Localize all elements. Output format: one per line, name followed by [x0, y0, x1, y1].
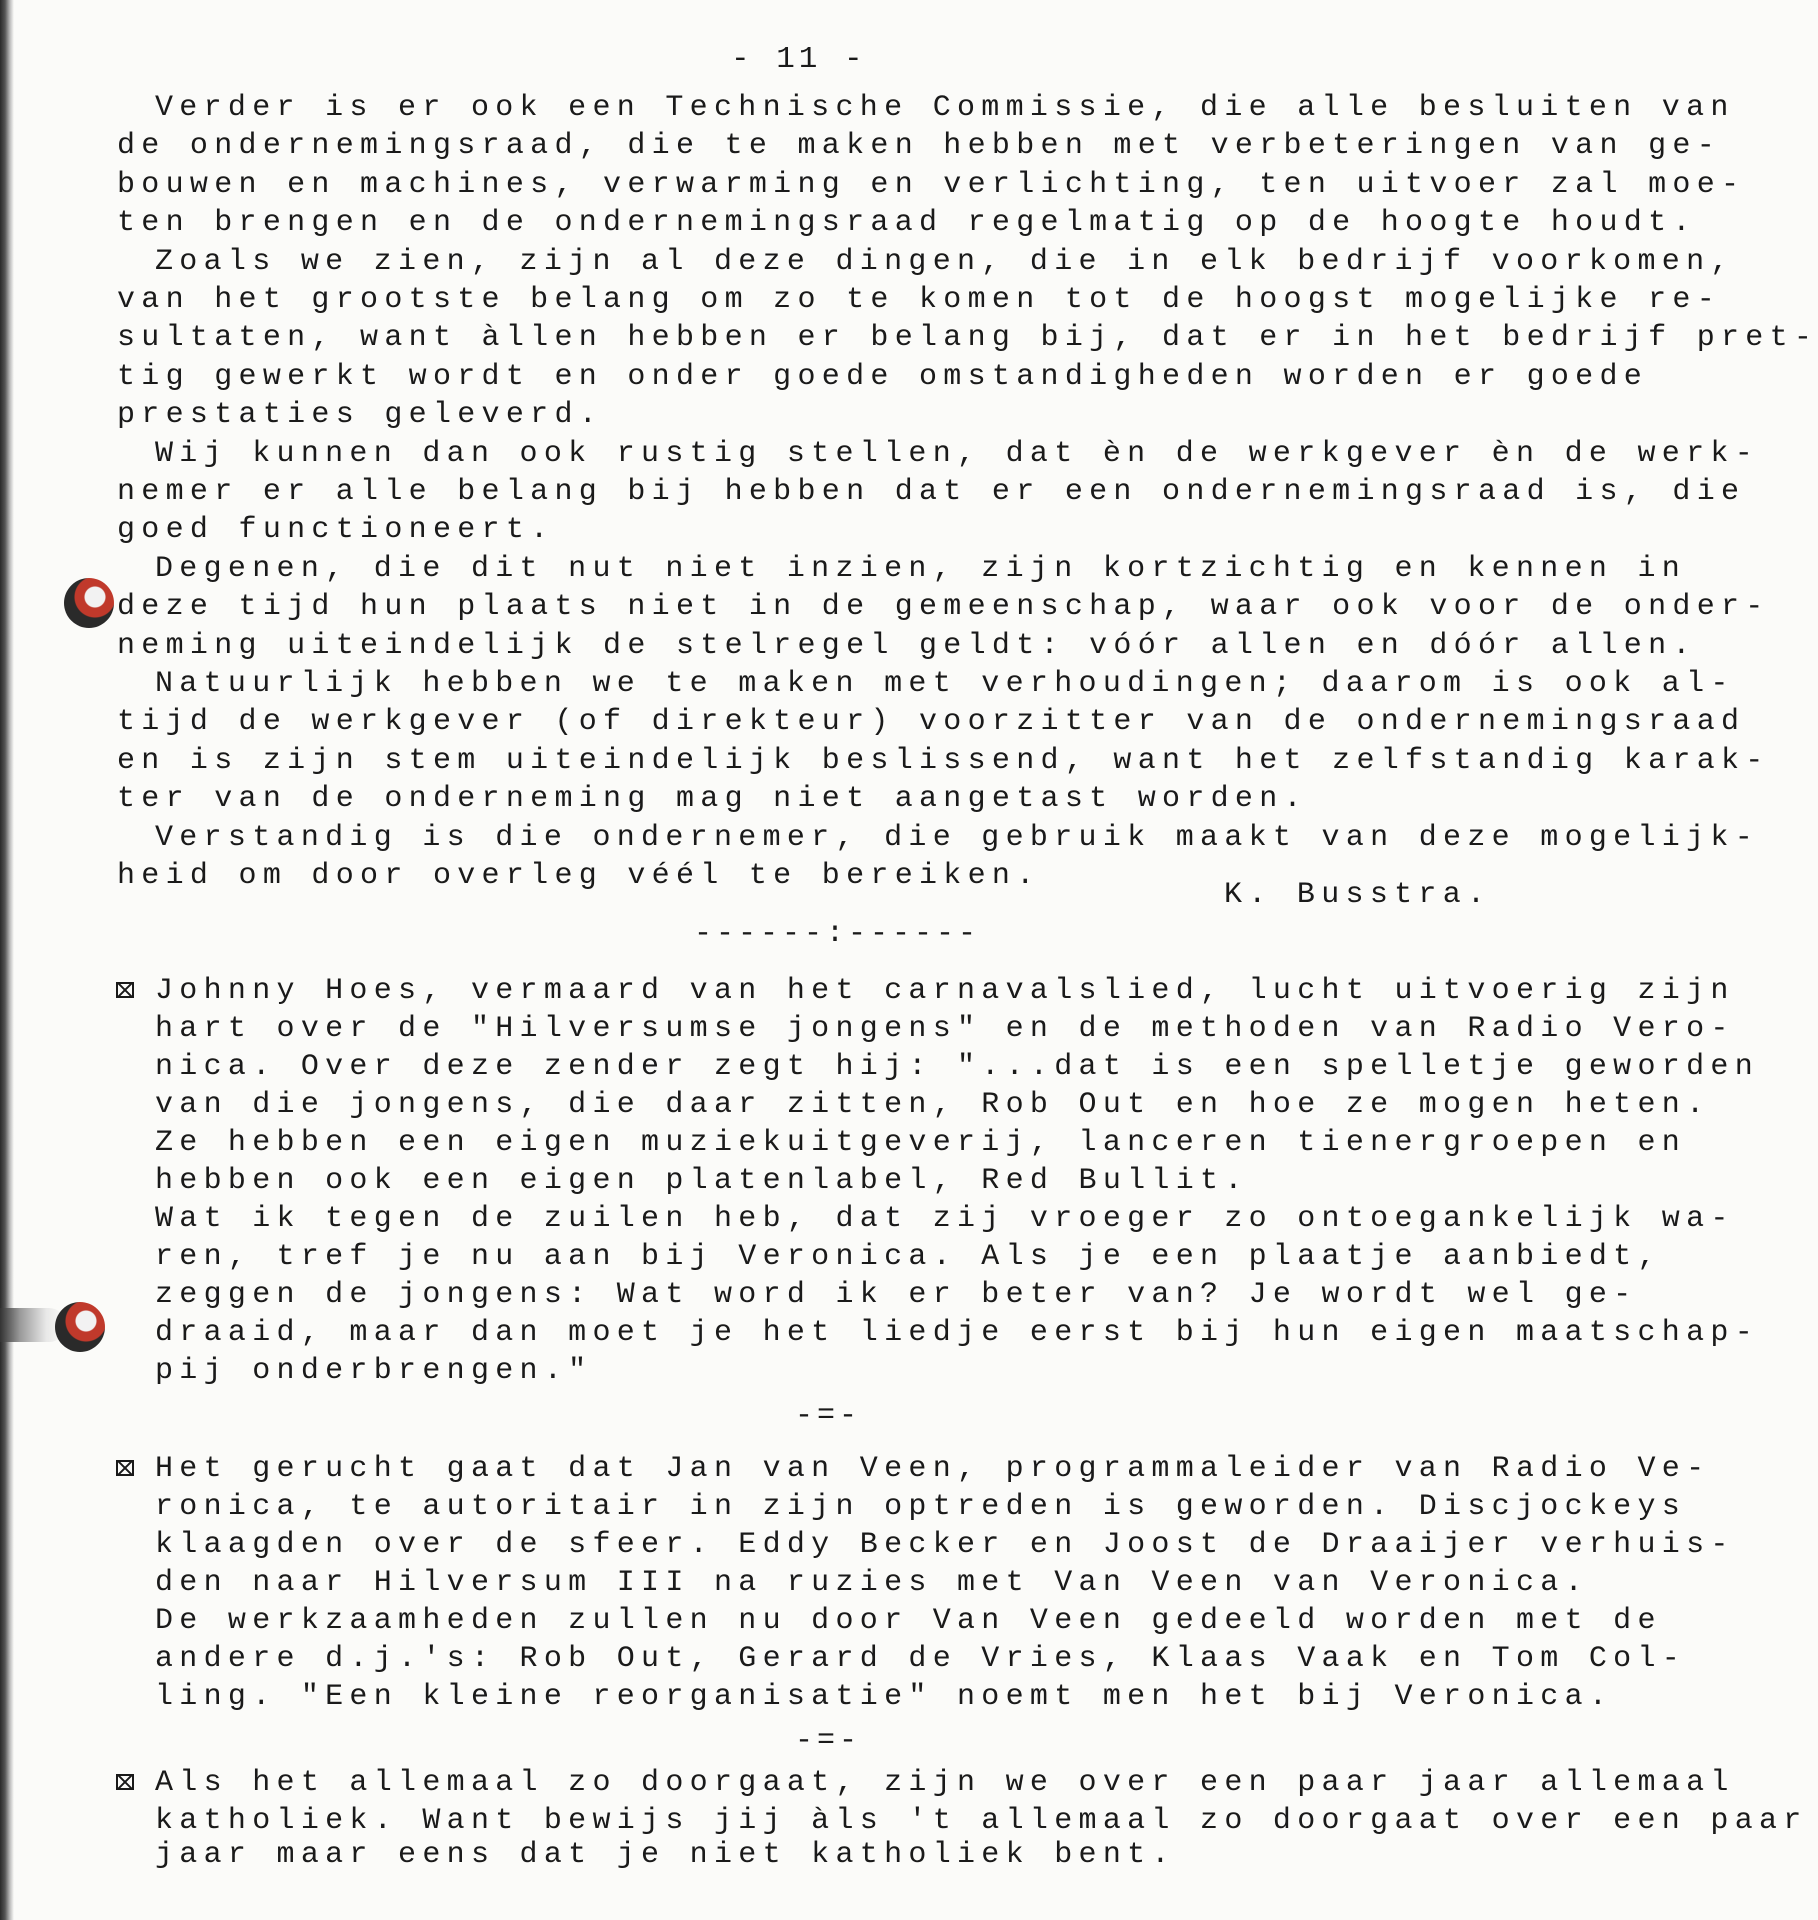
article-line: ter van de onderneming mag niet aangetast worden. — [117, 782, 1308, 816]
news-item-line: den naar Hilversum III na ruzies met Van Veen van Veronica. — [155, 1566, 1589, 1600]
article-line: Verder is er ook een Technische Commissie, die alle besluiten van — [155, 91, 1735, 125]
article-line: Verstandig is die ondernemer, die gebruik maakt van deze mogelijk- — [155, 821, 1759, 855]
news-item-line: draaid, maar dan moet je het liedje eerst bij hun eigen maatschap- — [155, 1316, 1759, 1350]
news-item-line: Johnny Hoes, vermaard van het carnavalslied, lucht uitvoerig zijn — [155, 974, 1735, 1008]
article-line: goed functioneert. — [117, 513, 555, 547]
news-item-line: klaagden over de sfeer. Eddy Becker en Joost de Draaijer verhuis- — [155, 1528, 1735, 1562]
news-item-line: katholiek. Want bewijs jij àls 't allemaal zo doorgaat over een paar — [155, 1804, 1808, 1838]
article-line: deze tijd hun plaats niet in de gemeenschap, waar ook voor de onder- — [117, 590, 1770, 624]
news-item-line: De werkzaamheden zullen nu door Van Veen gedeeld worden met de — [155, 1604, 1662, 1638]
punch-hole — [55, 1302, 105, 1352]
article-line: Zoals we zien, zijn al deze dingen, die in elk bedrijf voorkomen, — [155, 245, 1735, 279]
article-line: neming uiteindelijk de stelregel geldt: vóór allen en dóór allen. — [117, 629, 1697, 663]
item-divider: -=- — [795, 1399, 862, 1433]
news-item-line: zeggen de jongens: Wat word ik er beter van? Je wordt wel ge- — [155, 1278, 1638, 1312]
news-item-line: hart over de "Hilversumse jongens" en de methoden van Radio Vero- — [155, 1012, 1735, 1046]
binding-edge — [0, 0, 14, 1920]
article-line: tig gewerkt wordt en onder goede omstandigheden worden er goede — [117, 360, 1649, 394]
article-line: heid om door overleg véél te bereiken. — [117, 859, 1041, 893]
news-item-line: jaar maar eens dat je niet katholiek bent. — [155, 1838, 1176, 1872]
news-item-line: pij onderbrengen." — [155, 1354, 593, 1388]
news-item-line: Het gerucht gaat dat Jan van Veen, programmaleider van Radio Ve- — [155, 1452, 1711, 1486]
section-divider: ------:------ — [694, 917, 981, 951]
punch-hole — [64, 578, 114, 628]
article-line: ten brengen en de ondernemingsraad regelmatig op de hoogte houdt. — [117, 206, 1697, 240]
news-item-line: van die jongens, die daar zitten, Rob Out en hoe ze mogen heten. — [155, 1088, 1711, 1122]
article-line: Degenen, die dit nut niet inzien, zijn kortzichtig en kennen in — [155, 552, 1687, 586]
news-item-line: Wat ik tegen de zuilen heb, dat zij vroeger zo ontoegankelijk wa- — [155, 1202, 1735, 1236]
article-line: tijd de werkgever (of direkteur) voorzitter van de ondernemingsraad — [117, 705, 1746, 739]
news-item-line: Als het allemaal zo doorgaat, zijn we over een paar jaar allemaal — [155, 1766, 1735, 1800]
news-item-line: ronica, te autoritair in zijn optreden is geworden. Discjockeys — [155, 1490, 1687, 1524]
news-item-line: Ze hebben een eigen muziekuitgeverij, lanceren tienergroepen en — [155, 1126, 1687, 1160]
article-line: en is zijn stem uiteindelijk beslissend, want het zelfstandig karak- — [117, 744, 1770, 778]
article-line: sultaten, want àllen hebben er belang bij, dat er in het bedrijf pret- — [117, 321, 1818, 355]
bullet-box-icon — [116, 1460, 134, 1476]
article-line: Natuurlijk hebben we te maken met verhoudingen; daarom is ook al- — [155, 667, 1735, 701]
bullet-box-icon — [116, 982, 134, 998]
article-line: nemer er alle belang bij hebben dat er een ondernemingsraad is, die — [117, 475, 1746, 509]
article-line: bouwen en machines, verwarming en verlichting, ten uitvoer zal moe- — [117, 168, 1746, 202]
page-number: - 11 - — [731, 42, 867, 77]
article-line: van het grootste belang om zo te komen tot de hoogst mogelijke re- — [117, 283, 1721, 317]
news-item-line: nica. Over deze zender zegt hij: "...dat is een spelletje geworden — [155, 1050, 1759, 1084]
article-line: prestaties geleverd. — [117, 398, 604, 432]
news-item-line: ling. "Een kleine reorganisatie" noemt men het bij Veronica. — [155, 1680, 1614, 1714]
bullet-box-icon — [116, 1774, 134, 1790]
article-line: de ondernemingsraad, die te maken hebben met verbeteringen van ge- — [117, 129, 1721, 163]
author-signature: K. Busstra. — [1224, 878, 1492, 912]
news-item-line: andere d.j.'s: Rob Out, Gerard de Vries, Klaas Vaak en Tom Col- — [155, 1642, 1687, 1676]
news-item-line: ren, tref je nu aan bij Veronica. Als je een plaatje aanbiedt, — [155, 1240, 1662, 1274]
item-divider: -=- — [795, 1724, 862, 1758]
article-line: Wij kunnen dan ook rustig stellen, dat èn de werkgever èn de werk- — [155, 437, 1759, 471]
news-item-line: hebben ook een eigen platenlabel, Red Bullit. — [155, 1164, 1249, 1198]
